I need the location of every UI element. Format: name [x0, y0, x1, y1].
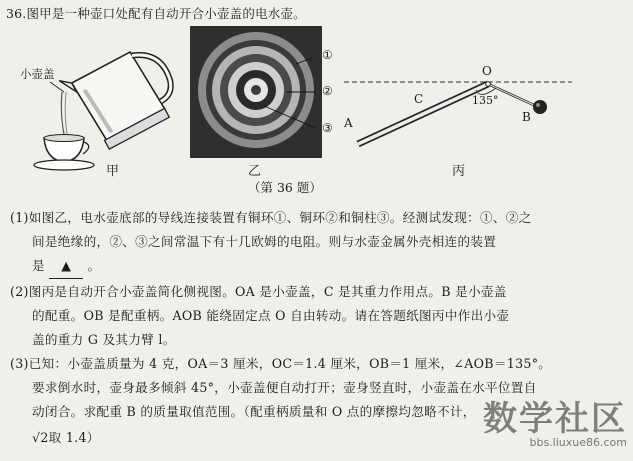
marker-3: ③	[322, 121, 333, 135]
point-A: A	[344, 116, 353, 130]
point-B: B	[522, 110, 531, 124]
watermark-url: bbs.liuxue86.com	[529, 436, 627, 449]
figure-yi-label: 乙	[248, 164, 262, 179]
part3-line1: (3)已知：小壶盖质量为 4 克，OA＝3 厘米，OC＝1.4 厘米，OB＝1 厘米，∠AOB＝135°。	[10, 356, 552, 371]
question-title: 36.图甲是一种壶口处配有自动开合小壶盖的电水壶。	[6, 6, 306, 21]
figure-bing	[340, 60, 576, 180]
part3-line3: 动闭合。求配重 B 的质量取值范围。（配重柄质量和 O 点的摩擦均忽略不计，	[32, 404, 476, 419]
point-O: O	[482, 64, 492, 78]
part2-line2: 的配重。OB 是配重柄。AOB 能绕固定点 O 自由转动。请在答题纸图丙中作出小壶	[32, 308, 510, 323]
watermark-logo: 数学社区	[483, 399, 627, 439]
figure-jia	[20, 34, 180, 182]
part1-line3	[32, 254, 100, 279]
part2-line3: 盖的重力 G 及其力臂 l。	[32, 332, 176, 347]
kettle-illustration	[20, 34, 180, 182]
part1-suffix: 。	[87, 258, 101, 273]
part3-line4: √2取 1.4）	[32, 430, 100, 445]
lid-label: 小壶盖	[20, 67, 55, 81]
point-C: C	[414, 92, 424, 106]
figure-caption: （第 36 题）	[248, 180, 322, 195]
marker-2: ②	[322, 84, 333, 98]
marker-1: ①	[322, 48, 333, 62]
part1-prefix: 是	[32, 258, 45, 273]
answer-blank: ▲	[49, 254, 83, 279]
angle-label: 135°	[472, 94, 499, 107]
part1-line2: 间是绝缘的，②、③之间常温下有十几欧姆的电阻。则与水壶金属外壳相连的装置	[32, 234, 497, 249]
part3-line2: 要求倒水时，壶身最多倾斜 45°，小壶盖便自动打开；壶身竖直时，小壶盖在水平位置自	[32, 380, 537, 395]
figure-bing-label: 丙	[452, 164, 466, 179]
figure-jia-label: 甲	[106, 164, 120, 179]
figure-yi	[190, 26, 350, 179]
part2-line1: (2)图丙是自动开合小壶盖简化侧视图。OA 是小壶盖，C 是其重力作用点。B 是小壶盖	[10, 284, 507, 299]
part1-line1: (1)如图乙，电水壶底部的导线连接装置有铜环①、铜环②和铜柱③。经测试发现：①、②之	[10, 210, 532, 225]
site-watermark	[483, 391, 627, 449]
